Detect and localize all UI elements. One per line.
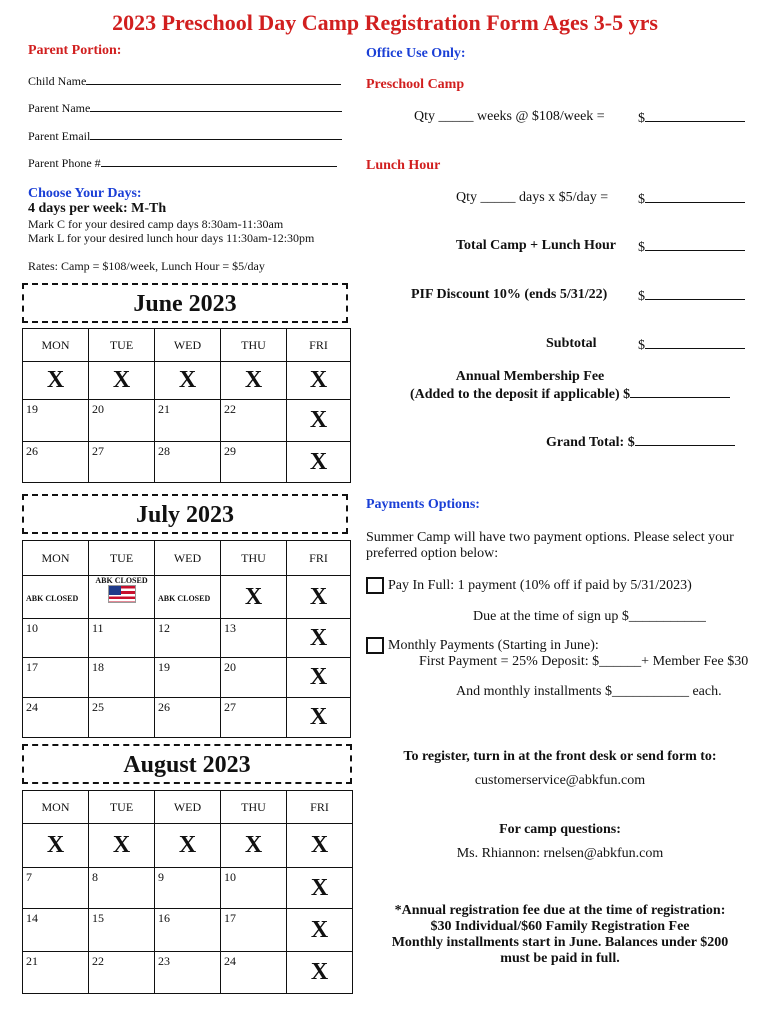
subtotal-amount-field[interactable] <box>638 336 745 354</box>
calendar-day-cell[interactable]: X <box>155 362 221 400</box>
child-name-label: Child Name <box>28 74 87 88</box>
july-title: July 2023 <box>135 502 234 528</box>
us-flag-icon <box>108 585 136 603</box>
monthly-installments-text: And monthly installments $___________ each. <box>456 684 722 699</box>
abk-closed-label: ABK CLOSED <box>95 576 148 585</box>
pif-discount-label: PIF Discount 10% (ends 5/31/22) <box>411 287 608 302</box>
calendar-day-cell[interactable]: 14 <box>23 909 89 952</box>
calendar-day-cell[interactable]: X <box>221 362 287 400</box>
note-line: $30 Individual/$60 Family Registration Fee <box>430 919 690 934</box>
calendar-day-cell[interactable]: X <box>287 868 353 909</box>
pay-in-full-option[interactable] <box>366 576 692 594</box>
calendar-day-cell <box>89 576 155 619</box>
day-header-mon: MON <box>23 541 89 576</box>
page-title: 2023 Preschool Day Camp Registration Form Ages 3-5 yrs <box>112 10 658 35</box>
august-month-box <box>22 744 352 784</box>
customer-service-email[interactable]: customerservice@abkfun.com <box>474 773 646 788</box>
parent-phone-field[interactable] <box>28 155 346 171</box>
calendar-day-cell[interactable]: 28 <box>155 442 221 483</box>
dollar-sign: $ <box>627 435 635 450</box>
dollar-sign: $ <box>638 289 645 304</box>
dollar-sign: $ <box>638 111 645 126</box>
grand-total-field[interactable] <box>546 433 735 451</box>
lunch-days-instruction: Mark L for your desired lunch hour days 11:30am-12:30pm <box>28 231 315 245</box>
august-calendar <box>22 790 353 994</box>
note-line: Monthly installments start in June. Balances under $200 <box>391 935 729 950</box>
parent-email-label: Parent Email <box>28 129 91 143</box>
calendar-day-cell[interactable]: 12 <box>155 619 221 658</box>
day-header-fri: FRI <box>287 329 351 362</box>
calendar-day-cell[interactable]: 24 <box>23 698 89 738</box>
calendar-day-cell[interactable]: 16 <box>155 909 221 952</box>
calendar-day-cell[interactable]: X <box>287 362 351 400</box>
parent-name-field[interactable] <box>28 100 346 116</box>
calendar-day-cell <box>155 576 221 619</box>
parent-email-field[interactable] <box>28 128 346 144</box>
camp-amount-field[interactable] <box>638 109 745 127</box>
calendar-day-cell[interactable]: 22 <box>221 400 287 442</box>
calendar-day-cell[interactable]: X <box>89 824 155 868</box>
calendar-day-cell[interactable]: 10 <box>221 868 287 909</box>
day-header-tue: TUE <box>89 791 155 824</box>
calendar-day-cell[interactable]: X <box>23 362 89 400</box>
lunch-qty-text: Qty _____ days x $5/day = <box>456 190 609 205</box>
camp-days-instruction: Mark C for your desired camp days 8:30am-11:30am <box>28 217 284 231</box>
days-per-week: 4 days per week: M-Th <box>28 201 167 216</box>
membership-fee-note: (Added to the deposit if applicable) $ <box>410 387 631 402</box>
calendar-day-cell[interactable]: X <box>23 824 89 868</box>
calendar-day-cell[interactable]: X <box>287 658 351 698</box>
june-month-box <box>22 283 348 323</box>
calendar-day-cell[interactable]: 21 <box>23 952 89 994</box>
first-payment-text: First Payment = 25% Deposit: $______+ Member Fee $30 <box>419 654 749 669</box>
calendar-day-cell[interactable]: 11 <box>89 619 155 658</box>
pay-in-full-label: Pay In Full: 1 payment (10% off if paid by 5/31/2023) <box>388 578 692 593</box>
subtotal-label: Subtotal <box>546 336 597 351</box>
calendar-day-cell[interactable]: X <box>287 952 353 994</box>
calendar-day-cell[interactable]: X <box>287 698 351 738</box>
office-use-heading: Office Use Only: <box>366 46 466 61</box>
calendar-day-cell[interactable]: X <box>89 362 155 400</box>
calendar-day-cell[interactable]: X <box>287 619 351 658</box>
day-header-tue: TUE <box>89 329 155 362</box>
calendar-day-cell[interactable]: 29 <box>221 442 287 483</box>
monthly-payments-option[interactable] <box>366 636 599 654</box>
day-header-fri: FRI <box>287 541 351 576</box>
camp-qty-text: Qty _____ weeks @ $108/week = <box>414 109 605 124</box>
calendar-day-cell[interactable]: X <box>287 400 351 442</box>
day-header-thu: THU <box>221 329 287 362</box>
july-calendar <box>22 540 351 738</box>
register-instructions: To register, turn in at the front desk or send form to: <box>403 749 717 764</box>
monthly-payments-checkbox[interactable] <box>366 637 384 654</box>
calendar-day-cell[interactable]: X <box>221 824 287 868</box>
parent-name-label: Parent Name <box>28 101 91 115</box>
monthly-payments-label: Monthly Payments (Starting in June): <box>388 638 599 653</box>
calendar-day-cell[interactable]: X <box>287 909 353 952</box>
calendar-day-cell[interactable]: 23 <box>155 952 221 994</box>
calendar-day-cell[interactable]: X <box>287 576 351 619</box>
day-header-wed: WED <box>155 329 221 362</box>
due-at-signup-text: Due at the time of sign up $___________ <box>473 609 706 624</box>
day-header-thu: THU <box>221 791 287 824</box>
grand-total-label: Grand Total: <box>546 435 625 450</box>
calendar-day-cell[interactable]: 26 <box>155 698 221 738</box>
calendar-day-cell[interactable]: 15 <box>89 909 155 952</box>
calendar-day-cell[interactable]: 18 <box>89 658 155 698</box>
choose-days-heading: Choose Your Days: <box>28 186 142 201</box>
calendar-day-cell[interactable]: 17 <box>221 909 287 952</box>
registration-fee-notes <box>370 903 750 967</box>
total-camp-lunch-label: Total Camp + Lunch Hour <box>456 238 616 253</box>
calendar-day-cell[interactable]: 17 <box>23 658 89 698</box>
calendar-day-cell[interactable]: 22 <box>89 952 155 994</box>
calendar-day-cell[interactable]: X <box>221 576 287 619</box>
calendar-day-cell[interactable]: X <box>155 824 221 868</box>
note-line: *Annual registration fee due at the time of registration: <box>394 903 726 918</box>
calendar-day-cell[interactable]: 20 <box>89 400 155 442</box>
dollar-sign: $ <box>638 338 645 353</box>
parent-portion-heading: Parent Portion: <box>28 43 122 58</box>
abk-closed-label: ABK CLOSED <box>26 593 79 603</box>
day-header-wed: WED <box>155 541 221 576</box>
calendar-day-cell[interactable]: 19 <box>155 658 221 698</box>
camp-questions-heading: For camp questions: <box>499 822 621 837</box>
lunch-amount-field[interactable] <box>638 190 745 208</box>
pay-in-full-checkbox[interactable] <box>366 577 384 594</box>
payments-heading: Payments Options: <box>366 497 480 512</box>
total-amount-field[interactable] <box>638 238 745 256</box>
lunch-hour-heading: Lunch Hour <box>366 158 441 173</box>
calendar-day-cell[interactable]: 20 <box>221 658 287 698</box>
calendar-day-cell[interactable]: 25 <box>89 698 155 738</box>
day-header-wed: WED <box>155 791 221 824</box>
day-header-mon: MON <box>23 791 89 824</box>
preschool-camp-heading: Preschool Camp <box>366 77 465 92</box>
calendar-day-cell[interactable]: 27 <box>221 698 287 738</box>
calendar-day-cell[interactable]: 26 <box>23 442 89 483</box>
calendar-day-cell[interactable]: 10 <box>23 619 89 658</box>
july-month-box <box>22 494 348 534</box>
calendar-day-cell[interactable]: 24 <box>221 952 287 994</box>
calendar-day-cell[interactable]: X <box>287 824 353 868</box>
camp-questions-contact[interactable]: Ms. Rhiannon: rnelsen@abkfun.com <box>456 846 664 861</box>
day-header-fri: FRI <box>287 791 353 824</box>
day-header-tue: TUE <box>89 541 155 576</box>
calendar-day-cell[interactable]: 9 <box>155 868 221 909</box>
dollar-sign: $ <box>638 240 645 255</box>
calendar-day-cell[interactable]: 19 <box>23 400 89 442</box>
note-line: must be paid in full. <box>500 951 620 966</box>
payments-intro: Summer Camp will have two payment options. Please select your preferred option below: <box>366 530 734 561</box>
parent-phone-label: Parent Phone # <box>28 156 101 170</box>
membership-fee-label: Annual Membership Fee <box>455 369 605 384</box>
august-title: August 2023 <box>123 752 251 778</box>
pif-amount-field[interactable] <box>638 287 745 305</box>
calendar-day-cell[interactable]: X <box>287 442 351 483</box>
dollar-sign: $ <box>638 192 645 207</box>
abk-closed-label: ABK CLOSED <box>158 593 211 603</box>
calendar-day-cell[interactable]: 21 <box>155 400 221 442</box>
membership-fee-field[interactable] <box>410 385 730 403</box>
day-header-mon: MON <box>23 329 89 362</box>
calendar-day-cell <box>23 576 89 619</box>
calendar-day-cell[interactable]: 27 <box>89 442 155 483</box>
calendar-day-cell[interactable]: 13 <box>221 619 287 658</box>
child-name-field[interactable] <box>28 73 346 89</box>
june-calendar <box>22 328 351 483</box>
calendar-day-cell[interactable]: 8 <box>89 868 155 909</box>
rates-text: Rates: Camp = $108/week, Lunch Hour = $5/day <box>28 259 265 273</box>
calendar-day-cell[interactable]: 7 <box>23 868 89 909</box>
june-title: June 2023 <box>133 291 237 317</box>
day-header-thu: THU <box>221 541 287 576</box>
